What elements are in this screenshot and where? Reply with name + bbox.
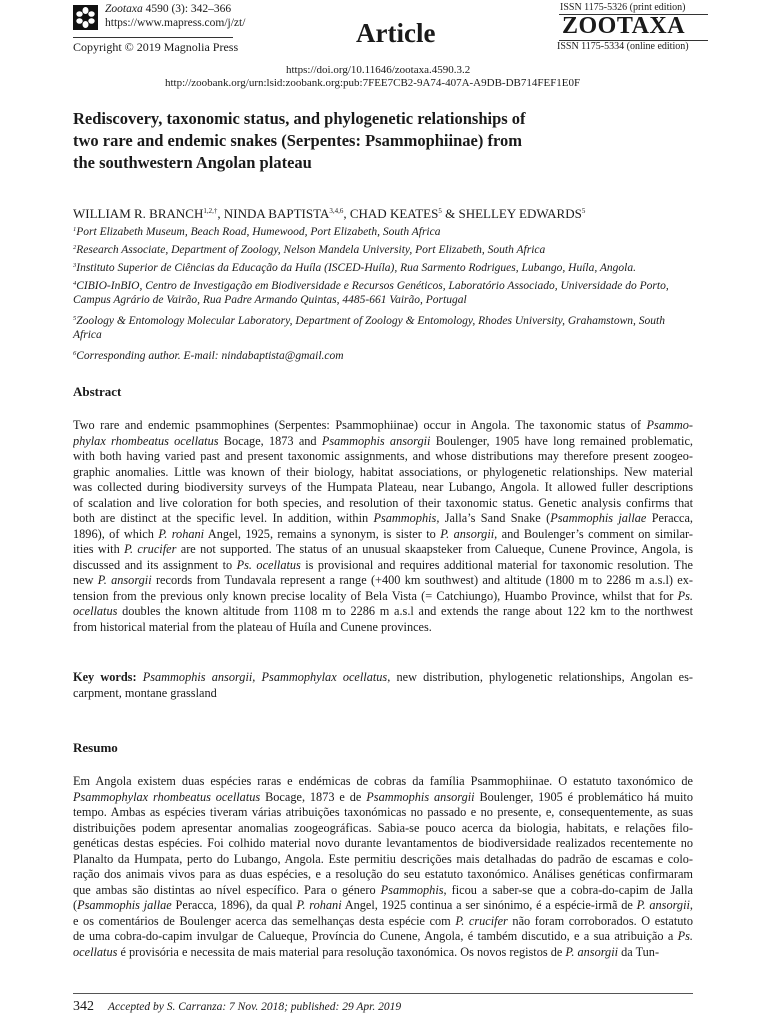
text-run: Boulenger, 1905 é problemático há muito: [474, 789, 693, 804]
text-run: both are distinct at the specific level. In addition, within: [73, 511, 374, 525]
text-line: [73, 573, 693, 589]
affiliation-text: Zoology & Entomology Molecular Laboratory, Department of Zoology & Entomology, Rhodes University, Grahamstown, South: [76, 315, 665, 327]
author-affiliation-marks: 5: [581, 207, 586, 215]
italic-text: P. crucifer: [455, 913, 508, 928]
text-run: , new distribution, phylogenetic relationships, Angolan es-: [387, 670, 693, 684]
affiliation-number: 2: [73, 244, 77, 251]
journal-logo: [73, 5, 98, 30]
text-run: tension from the previous only known precise locality of Bela Vista (= Catchiungo), Huambo Province, whilst that for: [73, 588, 678, 603]
abstract-heading: Abstract: [73, 384, 122, 399]
italic-text: Psammophis ansorgii: [366, 789, 475, 804]
acceptance-note: Accepted by S. Carranza: 7 Nov. 2018; published: 29 Apr. 2019: [108, 1001, 402, 1013]
affiliation-continuation: Africa: [73, 329, 102, 341]
author-name: NINDA BAPTISTA: [223, 206, 330, 221]
text-line: [73, 670, 693, 686]
issn-print: ISSN 1175-5326 (print edition): [560, 2, 686, 13]
text-line: [73, 418, 693, 434]
italic-text: P. ansorgii: [565, 944, 619, 959]
text-line: [73, 527, 693, 543]
text-line: [73, 774, 693, 790]
text-run: carpment, montane grassland: [73, 685, 217, 700]
title-line: two rare and endemic snakes (Serpentes: Psammophiinae) from: [73, 131, 522, 150]
text-line: [73, 589, 693, 605]
text-line: [73, 496, 693, 512]
text-run: Planalto da Humpata, perto do Lubango, Angola. Este permitiu descrições mais detalhadas do padrão de escamas e colo-: [73, 851, 693, 866]
text-line: [73, 945, 693, 961]
text-run: graphic anomalies. Little was known of their biology, habitat associations, or phylogenetic relationships. New material: [73, 464, 693, 479]
doi-link[interactable]: https://doi.org/10.11646/zootaxa.4590.3.2: [286, 64, 471, 76]
italic-text: P. ansorgii,: [440, 526, 498, 541]
affiliation-text: Port Elizabeth Museum, Beach Road, Humewood, Port Elizabeth, South Africa: [76, 226, 441, 238]
text-run: are not supported. The status of an unusual skaapsteker from Calueque, Cunene Province, Angola, is: [176, 542, 693, 556]
italic-text: Psammophylax rhombeatus ocellatus: [73, 789, 261, 804]
text-line: [73, 449, 693, 465]
text-run: Em Angola existem duas espécies raras e endémicas de cobras da família Psammophiinae. O estatuto taxonómico de: [73, 774, 693, 788]
affiliation: [73, 258, 636, 276]
italic-text: Psammophis jallae: [77, 898, 172, 912]
journal-reference: [105, 3, 231, 16]
italic-text: P. rohani: [158, 526, 205, 541]
title-line: Rediscovery, taxonomic status, and phylogenetic relationships of: [73, 109, 526, 128]
affiliation-number: 6: [73, 350, 77, 357]
italic-text: Psammo-: [646, 418, 693, 432]
keywords: [73, 670, 693, 701]
italic-text: ocellatus: [73, 944, 118, 959]
text-run: 1896), of which: [73, 526, 159, 541]
text-run: Two rare and endemic psammophines (Serpentes: Psammophiinae) occur in Angola. The taxonomic status of: [73, 418, 647, 432]
text-run: discussed and its assignment to: [73, 557, 237, 572]
text-run: de uma cobra-do-capim invulgar de Calueque, Província do Cunene, Angola, é também discutido, e a sua atribuição a: [73, 929, 678, 943]
affiliation: [73, 240, 545, 258]
text-run: distribuições podem apresentar anomalias zoogeográficas. Sabia-se pouco acerca da biologia, habitats, e relações filo-: [73, 820, 693, 835]
footer-divider: [73, 993, 693, 994]
affiliation-number: 3: [73, 262, 77, 269]
text-line: [73, 686, 693, 702]
italic-text: P. crucifer: [124, 542, 177, 556]
text-run: ração dos animais vivos para as duas espécies, e a resolução do seu estatuto taxonómico. Análises genéticas confirmaram: [73, 867, 693, 881]
text-run: é provisória e necessita de mais material para resolução taxonómica. Os novos registos de: [117, 944, 566, 959]
text-run: Bocage, 1873 e de: [260, 789, 367, 804]
italic-text: Ps.: [677, 588, 693, 603]
text-line: [73, 434, 693, 450]
bold-label: Key words:: [73, 670, 143, 684]
text-run: (: [73, 898, 78, 912]
text-run: não foram corroborados. O estatuto: [507, 913, 693, 928]
text-run: doubles the known altitude from 1108 m to 2286 m a.s.l and extends the range about 122 km to the northwest: [117, 604, 693, 618]
italic-text: Ps. ocellatus: [236, 557, 301, 572]
author-separator: ,: [343, 206, 350, 221]
flower-icon: [73, 5, 98, 30]
text-run: tempo. Ambas as espécies tiveram várias atribuições taxonómicas no passado e no presente, e, consequentemente, as suas: [73, 805, 693, 819]
text-run: records from Tundavala represent a range (+400 km southwest) and altitude (1800 m to 2286 m a.s.l) ex-: [151, 573, 693, 587]
issn-online: ISSN 1175-5334 (online edition): [557, 41, 689, 52]
journal-volume-pages: 4590 (3): 342–366: [142, 3, 232, 15]
text-line: [73, 558, 693, 574]
italic-text: Psammophis jallae: [550, 511, 647, 525]
author-affiliation-marks: 5: [438, 207, 442, 215]
text-run: Peracca, 1896), da qual: [171, 898, 297, 912]
affiliation-text: CIBIO-InBIO, Centro de Investigação em Biodiversidade e Recursos Genéticos, Laboratório Associado, Universidade do Porto,: [76, 280, 669, 292]
text-line: [73, 790, 693, 806]
zoobank-link[interactable]: http://zoobank.org/urn:lsid:zoobank.org:pub:7FEE7CB2-9A74-407A-A9DB-DB714FEF1E0F: [165, 77, 581, 89]
text-run: da Tun-: [618, 944, 660, 959]
text-line: [73, 836, 693, 852]
text-line: [73, 852, 693, 868]
text-run: Angel, 1925 continua a ser sinónimo, é a espécie-irmã de: [341, 898, 637, 912]
author-separator: &: [441, 206, 459, 221]
affiliation-number: 5: [73, 315, 77, 322]
text-run: from historical material from the plateau of Huíla and Cunene provinces.: [73, 619, 432, 634]
affiliation-number: 4: [73, 280, 77, 287]
header-divider: [73, 37, 233, 38]
italic-text: Ps.: [677, 929, 693, 943]
italic-text: Psammophis,: [373, 511, 440, 525]
page-number: 342: [73, 999, 94, 1014]
journal-wordmark: ZOOTAXA: [562, 13, 686, 39]
copyright: Copyright © 2019 Magnolia Press: [73, 40, 239, 54]
abstract-body: [73, 418, 693, 635]
text-run: Angel, 1925, remains a synonym, is sister to: [204, 526, 441, 541]
author-separator: ,: [217, 206, 224, 221]
affiliation-text: Instituto Superior de Ciências da Educação da Huíla (ISCED-Huíla), Rua Sarmento Rodrigues, Lubango, Huíla, Angola.: [76, 262, 636, 274]
affiliation-number: 1: [73, 226, 77, 233]
italic-text: P. rohani: [296, 898, 342, 912]
text-run: e os comentários de Boulenger acerca das semelhanças desta espécie com: [73, 913, 456, 928]
italic-text: Psammophis ansorgii: [321, 433, 431, 448]
affiliation-text: Corresponding author. E-mail: nindabaptista@gmail.com: [76, 350, 344, 362]
text-run: of scalation and live coloration for both species, and resolution of their taxonomic status. Genetic analysis confirms that: [73, 495, 693, 510]
author-name: WILLIAM R. BRANCH: [73, 206, 204, 221]
journal-name: Zootaxa: [105, 3, 143, 15]
text-run: Peracca,: [646, 511, 693, 525]
affiliation-continuation: Campus Agrário de Vairão, Rua Padre Armando Quintas, 4485-661 Vairão, Portugal: [73, 294, 467, 306]
text-line: [73, 883, 693, 899]
text-run: genéticas destas espécies. Foi colhido material novo durante levantamentos de biodiversidade realizados recentemente no: [73, 836, 693, 850]
text-line: [73, 898, 693, 914]
journal-url[interactable]: https://www.mapress.com/j/zt/: [105, 17, 246, 29]
italic-text: phylax rhombeatus ocellatus: [73, 433, 219, 448]
author-list: [73, 203, 585, 222]
text-line: [73, 604, 693, 620]
article-label: Article: [356, 18, 436, 48]
italic-text: Psammophis: [380, 882, 444, 897]
affiliation: [73, 222, 440, 240]
text-run: with both having varied past and present taxonomic assignments, and whose distributions may therefore present zoogeo-: [73, 449, 693, 463]
title-line: the southwestern Angolan plateau: [73, 153, 312, 172]
text-run: Bocage, 1873 and: [218, 433, 322, 448]
text-line: [73, 821, 693, 837]
text-line: [73, 929, 693, 945]
text-run: Boulenger, 1905 have long remained problematic,: [430, 433, 693, 448]
text-run: Jalla’s Sand Snake (: [439, 511, 551, 525]
text-line: [73, 465, 693, 481]
text-run: ,: [689, 898, 693, 912]
author-name: SHELLEY EDWARDS: [458, 206, 582, 221]
affiliation-text: Research Associate, Department of Zoology, Nelson Mandela University, Port Elizabeth, South Africa: [76, 244, 546, 256]
text-run: ities with: [73, 542, 125, 556]
text-line: [73, 542, 693, 558]
text-line: [73, 511, 693, 527]
text-line: [73, 805, 693, 821]
italic-text: P. ansorgii: [97, 573, 152, 587]
text-run: is provisional and requires additional material for taxonomic resolution. The: [300, 557, 693, 572]
text-run: que ambas são distintas ao nível específico. Para o género: [73, 882, 381, 897]
italic-text: P. ansorgii: [636, 898, 690, 912]
affiliation: [73, 346, 344, 364]
text-run: was collected during biodiversity surveys of the Humpata Plateau, near Lubango, Angola. It allowed fuller descriptions: [73, 480, 693, 494]
text-line: [73, 480, 693, 496]
author-affiliation-marks: 1,2,†: [203, 207, 218, 215]
text-run: and Boulenger’s comment on similar-: [497, 526, 693, 541]
author-affiliation-marks: 3,4,6: [329, 207, 344, 215]
author-name: CHAD KEATES: [349, 206, 439, 221]
text-line: [73, 867, 693, 883]
affiliation: [73, 276, 669, 294]
affiliation: [73, 311, 665, 329]
text-run: , ficou a saber-se que a cobra-do-capim de Jalla: [443, 882, 693, 897]
resumo-body: [73, 774, 693, 960]
italic-text: ocellatus: [73, 604, 118, 618]
article-title: [73, 108, 526, 174]
text-line: [73, 914, 693, 930]
text-line: [73, 620, 693, 636]
text-run: new: [73, 573, 98, 587]
resumo-heading: Resumo: [73, 740, 118, 755]
italic-text: Psammophis ansorgii, Psammophylax ocellatus: [142, 670, 388, 684]
